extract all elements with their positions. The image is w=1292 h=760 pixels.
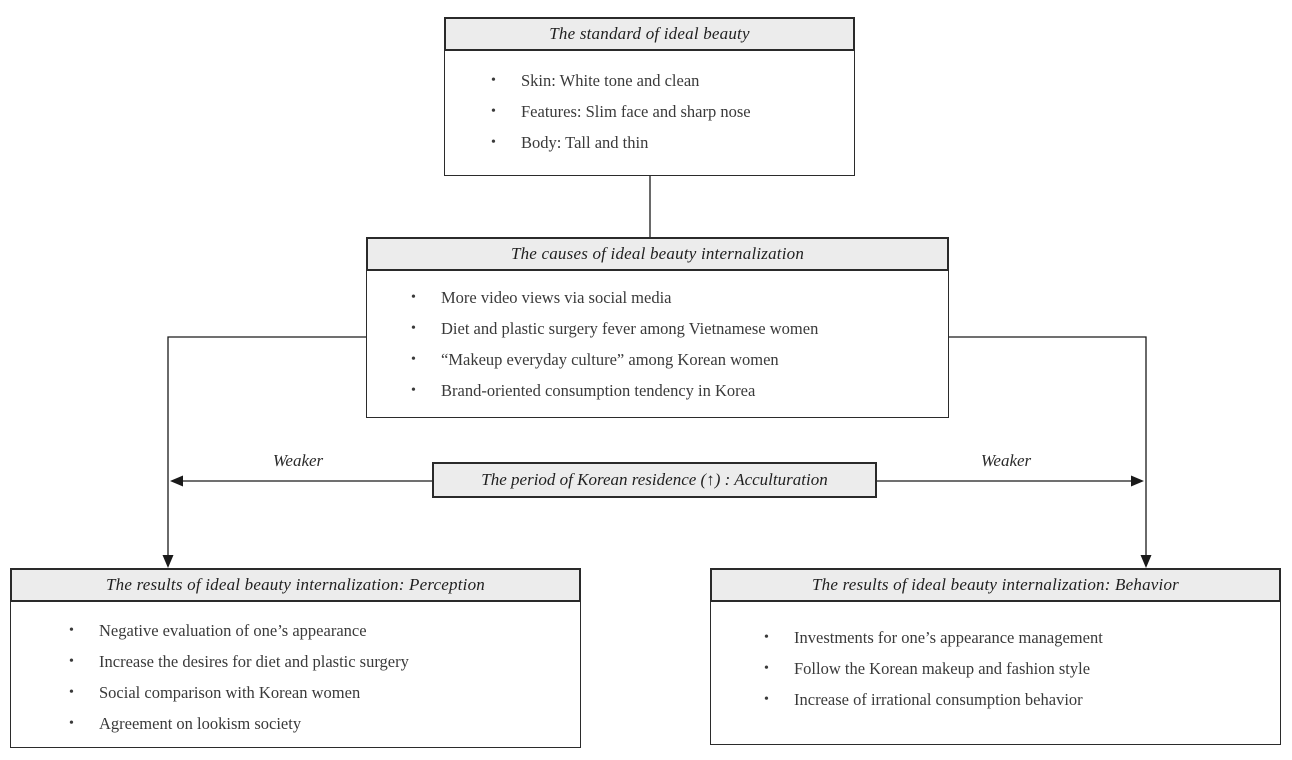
bullet-item: • “Makeup everyday culture” among Korean women xyxy=(411,344,940,375)
bullet-item: • Negative evaluation of one’s appearance xyxy=(69,615,572,646)
arrowhead-down-right xyxy=(1141,555,1152,568)
bullet-item: • Features: Slim face and sharp nose xyxy=(491,96,846,127)
weaker-label-left: Weaker xyxy=(272,451,324,470)
connector-right-branch xyxy=(949,337,1146,560)
bullet-item: • Social comparison with Korean women xyxy=(69,677,572,708)
causes-box-title: The causes of ideal beauty internalization xyxy=(366,237,949,271)
behavior-box-title: The results of ideal beauty internalization: Behavior xyxy=(710,568,1281,602)
bullet-item: • Increase of irrational consumption behavior xyxy=(764,684,1272,715)
results-perception-box xyxy=(10,568,581,748)
results-behavior-box xyxy=(710,568,1281,745)
arrowhead-left xyxy=(170,476,183,487)
bullet-item: • Skin: White tone and clean xyxy=(491,65,846,96)
bullet-item: • Investments for one’s appearance management xyxy=(764,622,1272,653)
causes-of-internalization-box xyxy=(366,237,949,418)
perception-box-bullets xyxy=(11,602,580,739)
standard-box-bullets xyxy=(445,51,854,158)
bullet-item: • Brand-oriented consumption tendency in Korea xyxy=(411,375,940,406)
bullet-item: • More video views via social media xyxy=(411,282,940,313)
korean-residence-period-box: The period of Korean residence (↑) : Acculturation xyxy=(432,462,877,498)
arrowhead-down-left xyxy=(163,555,174,568)
connector-left-branch xyxy=(168,337,366,560)
standard-of-ideal-beauty-box xyxy=(444,17,855,176)
causes-box-bullets xyxy=(367,271,948,406)
bullet-item: • Follow the Korean makeup and fashion style xyxy=(764,653,1272,684)
bullet-item: • Agreement on lookism society xyxy=(69,708,572,739)
bullet-item: • Body: Tall and thin xyxy=(491,127,846,158)
bullet-item: • Increase the desires for diet and plastic surgery xyxy=(69,646,572,677)
behavior-box-bullets xyxy=(711,602,1280,715)
arrowhead-right xyxy=(1131,476,1144,487)
bullet-item: • Diet and plastic surgery fever among Vietnamese women xyxy=(411,313,940,344)
standard-box-title: The standard of ideal beauty xyxy=(444,17,855,51)
weaker-label-right: Weaker xyxy=(980,451,1032,470)
perception-box-title: The results of ideal beauty internalization: Perception xyxy=(10,568,581,602)
